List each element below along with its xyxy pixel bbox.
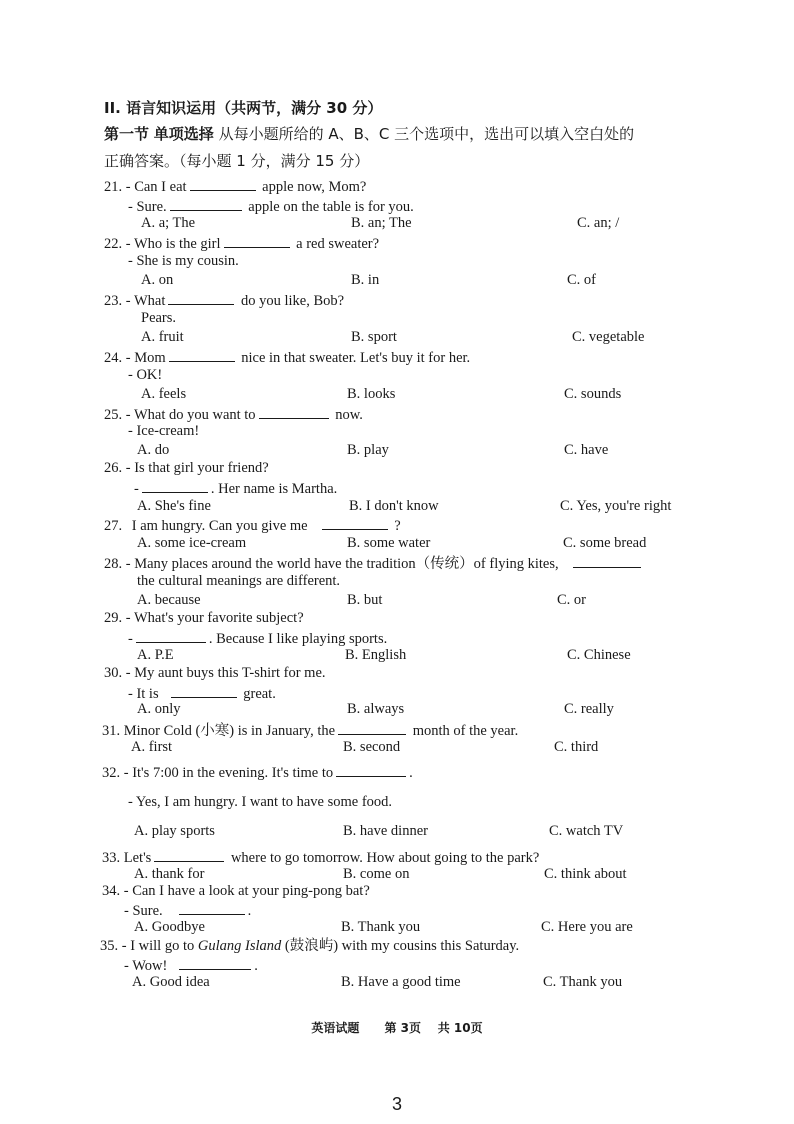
answer-blank [171,683,237,698]
option-a: A. first [131,739,173,755]
question-23-line-2: Pears. [141,310,177,326]
question-number: 34. [102,883,121,899]
option-c: C. sounds [564,386,622,402]
question-number: 25. [104,407,123,423]
answer-blank [142,478,208,493]
question-24-stem: 24. - Mom nice in that sweater. Let's buy it for her. [104,347,470,367]
answer-blank [179,955,251,970]
option-b: B. I don't know [349,498,439,514]
option-b: B. looks [347,386,396,402]
question-30-stem: 30. - My aunt buys this T-shirt for me. [104,665,326,681]
question-21-line-2: - Sure. apple on the table is for you. [128,196,414,216]
option-c: C. have [564,442,609,458]
footer-subject: 英语试题 [311,1021,360,1035]
option-b: B. play [347,442,389,458]
question-number: 32. [102,765,121,781]
option-c: C. an; / [577,215,620,231]
option-c: C. vegetable [572,329,645,345]
section-title: II. 语言知识运用（共两节，满分 30 分） [104,99,383,117]
answer-blank [190,176,256,191]
option-a: A. a; The [141,215,196,231]
question-28-stem: 28. - Many places around the world have the tradition（传统）of flying kites, [104,553,644,573]
option-a: A. on [141,272,174,288]
question-21-stem: 21. - Can I eat apple now, Mom? [104,176,366,196]
option-a: A. fruit [141,329,184,345]
question-27-stem: 27. I am hungry. Can you give me ? [104,515,401,535]
question-29-stem: 29. - What's your favorite subject? [104,610,304,626]
option-a: A. because [137,592,201,608]
question-29-line-2: - . Because I like playing sports. [128,628,387,648]
question-number: 28. [104,556,123,572]
option-a: A. do [137,442,170,458]
question-number: 22. [104,236,123,252]
answer-blank [154,847,224,862]
answer-blank [573,553,641,568]
option-a: A. Good idea [132,974,210,990]
answer-blank [224,233,290,248]
option-b: B. but [347,592,383,608]
question-25-line-2: - Ice-cream! [128,423,200,439]
option-b: B. English [345,647,407,663]
option-c: C. really [564,701,614,717]
question-33-stem: 33. Let's where to go tomorrow. How about going to the park? [102,847,539,867]
option-c: C. some bread [563,535,647,551]
option-b: B. an; The [351,215,412,231]
part-type: 单项选择 [153,125,214,143]
option-c: C. Thank you [543,974,623,990]
question-number: 21. [104,179,123,195]
footer-page: 第 3页 [384,1021,421,1035]
option-b: B. Have a good time [341,974,461,990]
question-number: 31. [102,723,121,739]
option-c: C. of [567,272,596,288]
option-a: A. thank for [134,866,205,882]
question-number: 23. [104,293,123,309]
question-35-stem: 35. - I will go to Gulang Island (鼓浪屿) with my cousins this Saturday. [100,938,520,954]
option-b: B. Thank you [341,919,421,935]
question-31-stem: 31. Minor Cold (小寒) is in January, the month of the year. [102,720,518,740]
question-26-stem: 26. - Is that girl your friend? [104,460,269,476]
question-number: 27. [104,518,123,534]
page-footer [0,1019,794,1036]
question-number: 29. [104,610,123,626]
option-a: A. Goodbye [134,919,205,935]
answer-blank [338,720,406,735]
option-c: C. Chinese [567,647,631,663]
question-22-line-2: - She is my cousin. [128,253,239,269]
question-35-line-2: - Wow! . [124,955,258,975]
page-number: 3 [391,1094,402,1114]
answer-blank [136,628,206,643]
question-23-stem: 23. - What do you like, Bob? [104,290,344,310]
question-number: 30. [104,665,123,681]
answer-blank [336,762,406,777]
footer-total: 共 10页 [437,1021,483,1035]
answer-blank [169,347,235,362]
option-b: B. in [351,272,380,288]
option-b: B. have dinner [343,823,428,839]
question-32-line-2: - Yes, I am hungry. I want to have some food. [128,794,393,810]
question-26-line-2: - . Her name is Martha. [134,478,337,498]
answer-blank [168,290,234,305]
option-c: C. watch TV [549,823,624,839]
option-c: C. third [554,739,599,755]
question-25-stem: 25. - What do you want to now. [104,404,363,424]
instruction-text-1: 从每小题所给的 A、B、C 三个选项中，选出可以填入空白处的 [218,125,635,143]
question-22-stem: 22. - Who is the girl a red sweater? [104,233,379,253]
option-c: C. or [557,592,586,608]
question-number: 24. [104,350,123,366]
question-24-line-2: - OK! [128,367,163,383]
question-number: 26. [104,460,123,476]
option-c: C. Here you are [541,919,633,935]
option-c: C. Yes, you're right [560,498,672,514]
option-b: B. come on [343,866,410,882]
option-c: C. think about [544,866,627,882]
question-number: 35. [100,938,119,954]
answer-blank [259,404,329,419]
question-34-stem: 34. - Can I have a look at your ping-pong bat? [102,883,370,899]
option-a: A. She's fine [137,498,211,514]
option-b: B. always [347,701,405,717]
option-a: A. P.E [137,647,174,663]
answer-blank [170,196,242,211]
instruction-line-2: 正确答案。（每小题 1 分，满分 15 分） [104,152,370,170]
option-a: A. play sports [134,823,215,839]
question-number: 33. [102,850,121,866]
answer-blank [179,900,245,915]
question-34-line-2: - Sure. . [124,900,251,920]
option-a: A. some ice-cream [137,535,247,551]
instruction-line-1 [104,123,634,144]
part-label: 第一节 [104,125,150,143]
option-a: A. feels [141,386,187,402]
answer-blank [322,515,388,530]
option-b: B. second [343,739,401,755]
question-30-line-2: - It is great. [128,683,276,703]
question-28-line-2: the cultural meanings are different. [137,573,341,589]
option-b: B. sport [351,329,397,345]
option-b: B. some water [347,535,431,551]
question-32-stem: 32. - It's 7:00 in the evening. It's time to . [102,762,413,782]
option-a: A. only [137,701,181,717]
